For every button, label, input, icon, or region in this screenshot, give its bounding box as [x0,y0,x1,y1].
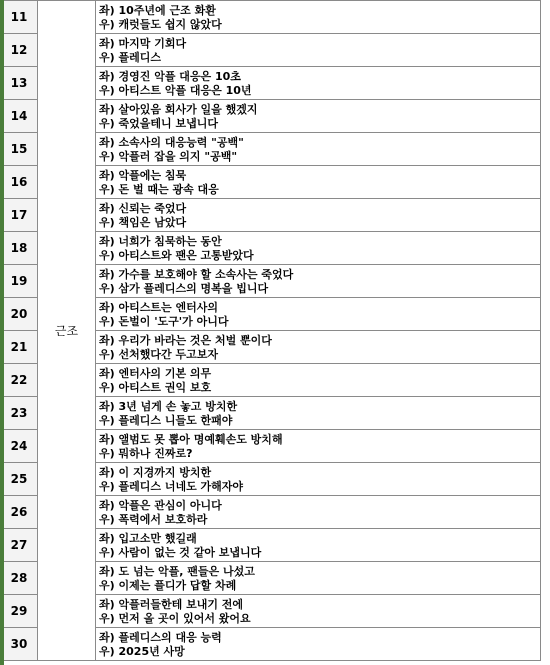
left-message: 좌) 경영진 악플 대응은 10초 [99,70,241,83]
right-message: 우) 죽었을테니 보냅니다 [99,117,218,130]
row-number-cell[interactable]: 12 [1,34,38,67]
row-number-cell[interactable]: 27 [1,529,38,562]
empty-cell [541,100,550,133]
empty-cell [541,562,550,595]
message-cell[interactable] [96,463,541,496]
row-number-cell[interactable]: 28 [1,562,38,595]
message-cell[interactable] [96,430,541,463]
empty-cell [541,595,550,628]
right-message: 우) 2025년 사망 [99,645,185,658]
row-number-cell[interactable]: 24 [1,430,38,463]
right-message: 우) 돈벌이 '도구'가 아니다 [99,315,229,328]
left-message: 좌) 마지막 기회다 [99,37,187,50]
row-number-cell[interactable]: 30 [1,628,38,661]
left-message: 좌) 악플에는 침묵 [99,169,187,182]
right-message: 우) 플레디스 [99,51,161,64]
right-message: 우) 삼가 플레디스의 명복을 빕니다 [99,282,269,295]
empty-cell [541,397,550,430]
empty-cell [541,67,550,100]
left-message: 좌) 플레디스의 대응 능력 [99,631,222,644]
row-number-cell[interactable]: 23 [1,397,38,430]
right-message: 우) 악플러 잡을 의지 "공백" [99,150,238,163]
empty-cell [541,232,550,265]
right-message: 우) 뭐하나 진짜로? [99,447,193,460]
row-number-cell[interactable]: 29 [1,595,38,628]
message-cell[interactable] [96,232,541,265]
message-cell[interactable] [96,529,541,562]
message-cell[interactable] [96,133,541,166]
row-number-cell[interactable]: 20 [1,298,38,331]
empty-cell [541,331,550,364]
empty-cell [541,265,550,298]
right-message: 우) 캐럿들도 쉽지 않았다 [99,18,222,31]
left-message: 좌) 이 지경까지 방치한 [99,466,212,479]
left-message: 좌) 우리가 바라는 것은 처벌 뿐이다 [99,334,272,347]
right-message: 우) 책임은 남았다 [99,216,187,229]
message-cell[interactable] [96,595,541,628]
row-number-cell[interactable]: 14 [1,100,38,133]
message-cell[interactable] [96,562,541,595]
message-cell[interactable] [96,397,541,430]
empty-cell [541,496,550,529]
row-number-cell[interactable]: 11 [1,1,38,34]
right-message: 우) 폭력에서 보호하라 [99,513,208,526]
row-number-cell[interactable]: 13 [1,67,38,100]
message-cell[interactable] [96,67,541,100]
row-number-cell[interactable]: 18 [1,232,38,265]
message-cell[interactable] [96,1,541,34]
right-message: 우) 플레디스 니들도 한패야 [99,414,233,427]
message-cell[interactable] [96,34,541,67]
left-message: 좌) 도 넘는 악플, 팬들은 나섰고 [99,565,255,578]
message-cell[interactable] [96,364,541,397]
left-gutter [0,0,4,665]
left-message: 좌) 엔터사의 기본 의무 [99,367,212,380]
left-message: 좌) 악플은 관심이 아니다 [99,499,222,512]
row-number-cell[interactable]: 19 [1,265,38,298]
left-message: 좌) 입고소만 했길래 [99,532,197,545]
empty-cell [541,298,550,331]
empty-cell [541,463,550,496]
empty-cell [541,628,550,661]
row-number-cell[interactable]: 21 [1,331,38,364]
empty-cell [541,430,550,463]
empty-cell [541,1,550,34]
message-cell[interactable] [96,628,541,661]
right-message: 우) 먼저 올 곳이 있어서 왔어요 [99,612,251,625]
row-number-cell[interactable]: 17 [1,199,38,232]
empty-cell [541,364,550,397]
right-message: 우) 사람이 없는 것 같아 보냅니다 [99,546,262,559]
message-cell[interactable] [96,298,541,331]
right-message: 우) 이제는 플디가 답할 차례 [99,579,237,592]
left-message: 좌) 아티스트는 엔터사의 [99,301,218,314]
row-number-cell[interactable]: 16 [1,166,38,199]
row-number-cell[interactable]: 15 [1,133,38,166]
message-cell[interactable] [96,265,541,298]
row-number-cell[interactable]: 22 [1,364,38,397]
right-message: 우) 선처했다간 두고보자 [99,348,218,361]
right-message: 우) 아티스트와 팬은 고통받았다 [99,249,254,262]
right-message: 우) 아티스트 악플 대응은 10년 [99,84,252,97]
left-message: 좌) 10주년에 근조 화환 [99,4,216,17]
left-message: 좌) 3년 넘게 손 놓고 방치한 [99,400,238,413]
right-message: 우) 아티스트 권익 보호 [99,381,212,394]
left-message: 좌) 앨범도 못 뽑아 명예훼손도 방치해 [99,433,283,446]
left-message: 좌) 소속사의 대응능력 "공백" [99,136,244,149]
right-message: 우) 플레디스 너네도 가해자야 [99,480,244,493]
message-cell[interactable] [96,331,541,364]
empty-cell [541,199,550,232]
message-cell[interactable] [96,199,541,232]
left-message: 좌) 가수를 보호해야 할 소속사는 죽었다 [99,268,294,281]
message-cell[interactable] [96,100,541,133]
empty-cell [541,133,550,166]
category-cell[interactable]: 근조 [38,1,96,661]
table-row [1,1,550,34]
right-message: 우) 돈 벌 때는 광속 대응 [99,183,219,196]
left-message: 좌) 악플러들한테 보내기 전에 [99,598,244,611]
empty-cell [541,34,550,67]
empty-cell [541,166,550,199]
empty-cell [541,529,550,562]
row-number-cell[interactable]: 26 [1,496,38,529]
left-message: 좌) 살아있음 회사가 일을 했겠지 [99,103,258,116]
left-message: 좌) 너희가 침묵하는 동안 [99,235,222,248]
left-message: 좌) 신뢰는 죽었다 [99,202,187,215]
message-cell[interactable] [96,166,541,199]
row-number-cell[interactable]: 25 [1,463,38,496]
message-cell[interactable] [96,496,541,529]
